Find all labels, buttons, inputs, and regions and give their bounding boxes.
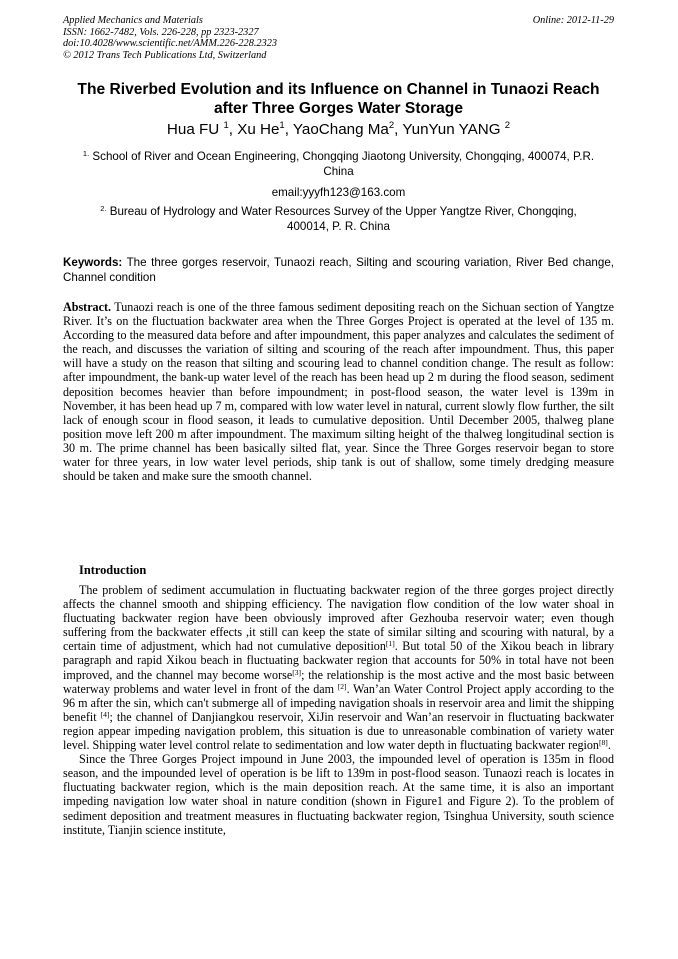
affiliation-text: Bureau of Hydrology and Water Resources Survey of the Upper Yangtze River, Chongqing, xyxy=(106,205,577,218)
author-separator: , xyxy=(284,121,293,138)
author-list xyxy=(63,121,614,139)
author-name: YaoChang Ma xyxy=(292,121,389,138)
journal-header xyxy=(63,15,277,61)
paragraph-text: The problem of sediment accumulation in fluctuating backwater region of the three gorges project directly affects the channel smooth and shipping efficiency. The navigation flow condition of the low water shoal in fluctuating backwater region have been obviously improved after Gezhouba reservoir water; even though suffering from the backwater effects ,it still can keep the state of similar silting and scouring with natural, by a certain time of adjustment, which had not cumulative deposition xyxy=(63,583,614,654)
keywords xyxy=(63,256,614,286)
section-heading-introduction: Introduction xyxy=(79,563,147,577)
author-affiliation-mark: 1 xyxy=(279,120,285,131)
paragraph-text: . xyxy=(607,738,611,753)
paragraph xyxy=(63,583,614,752)
journal-copyright: © 2012 Trans Tech Publications Ltd, Switzerland xyxy=(63,49,267,61)
author-name: YunYun YANG xyxy=(402,121,505,138)
author-affiliation-mark: 2 xyxy=(504,120,511,131)
introduction-body xyxy=(63,583,614,837)
affiliation-text-cont: China xyxy=(323,164,354,178)
author-separator: , xyxy=(394,121,403,138)
affiliation-text: School of River and Ocean Engineering, Chongqing Jiaotong University, Chongqing, 400074, P.R. xyxy=(89,150,595,163)
journal-issn: ISSN: 1662-7482, Vols. 226-228, pp 2323-2327 xyxy=(63,26,259,38)
paragraph-text: . But total 50 of the Xikou beach in library paragraph and rapid Xikou beach in fluctuating backwater region that accounts for 50% in total have not been improved, and the channel may become worse xyxy=(63,639,614,682)
paragraph-text: ; the channel of Danjiangkou reservoir, XiJin reservoir and Wan’an reservoir in fluctuating backwater region appear impeding navigation problem, this situation is due to unreasonable combination of variety water level. Shipping water level control relate to sedimentation and low water depth in fluctuating backwater region xyxy=(63,709,614,753)
paragraph-text: ; the relationship is the most active and the most basic between waterway problems and water level in front of the dam xyxy=(63,667,614,696)
online-date: Online: 2012-11-29 xyxy=(532,15,614,26)
affiliation-mark: 1. xyxy=(82,149,90,158)
paragraph-text: . Wan’an Water Control Project apply according to the 96 m after the sin, which can't submerge all of impeding navigation shoals in reservoir area and limit the shipping benefit xyxy=(63,681,615,724)
author-affiliation-mark: 2 xyxy=(388,120,395,131)
citation[interactable]: [3] xyxy=(292,667,302,677)
author-name: Hua FU xyxy=(166,121,224,138)
paragraph: Since the Three Gorges Project impound in June 2003, the impounded level of operation is 135m in flood season, and the impounded level of operation is be lift to 139m in post-flood season. Tunaozi reach is locates in fluctuating backwater region, which is the main deposition reach. At the same time, it is also an important impeding navigation low water shoal in nature condition (shown in Figure1 and Figure 2). To the problem of sediment deposition and treatment measures in fluctuating backwater region, Tsinghua University, south science institute, Tianjin science institute, xyxy=(63,752,614,837)
citation[interactable]: [4] xyxy=(100,709,110,719)
affiliation-2 xyxy=(63,205,614,234)
citation[interactable]: [1] xyxy=(385,639,395,649)
abstract-label: Abstract. xyxy=(63,300,112,314)
author-affiliation-mark: 1 xyxy=(223,120,229,131)
keywords-label: Keywords: xyxy=(63,256,123,269)
journal-doi: doi:10.4028/www.scientific.net/AMM.226-228.2323 xyxy=(63,38,278,50)
paper-title xyxy=(63,80,614,118)
affiliation-text-cont: 400014, P. R. China xyxy=(287,219,390,233)
citation[interactable]: [8] xyxy=(598,738,608,748)
affiliation-mark: 2. xyxy=(100,204,107,213)
author-email: email:yyyfh123@163.com xyxy=(271,186,406,199)
journal-name: Applied Mechanics and Materials xyxy=(63,15,203,26)
author-name: Xu He xyxy=(237,121,280,138)
author-separator: , xyxy=(228,121,238,138)
abstract xyxy=(63,300,614,483)
affiliation-1 xyxy=(63,150,614,179)
keywords-text: The three gorges reservoir, Tunaozi reach, Silting and scouring variation, River Bed change, Channel condition xyxy=(63,256,614,284)
title-line-2: after Three Gorges Water Storage xyxy=(214,100,463,117)
citation[interactable]: [2] xyxy=(337,681,347,691)
abstract-text: Tunaozi reach is one of the three famous sediment depositing reach on the Sichuan section of Yangtze River. It’s on the fluctuation backwater area when the Three Gorges Project is operated at the level of 135 m. According to the measured data before and after impoundment, this paper analyzes and calculates the sediment of the reach, and discusses the variation of silting and scouring of the reach after impoundment. Thus, this paper will have a study on the reason that silting and scouring lead to channel condition change. The result as follow: after impoundment, the bank-up water level of the reach has been head up 2 m during the flood season, sediment deposition becomes heavier than before impoundment; in post-flood season, the water level is 139m in November, it has been head up 7 m, compared with low water level in natural, current slowly flow further, the silt lack of enough scour in flood season, it leads to cumulative deposition. Until December 2005, thalweg plane position move left 200 m after impoundment. The maximum silting height of the thalweg longitudinal section is 30 m. The prime channel has been basically silted flat, year. Since the Three Gorges reservoir began to store water for three years, in low water level periods, ship tank is out of shallow, some timely dredging measure should be taken and make sure the smooth channel. xyxy=(63,300,614,484)
title-line-1: The Riverbed Evolution and its Influence on Channel in Tunaozi Reach xyxy=(77,81,600,98)
